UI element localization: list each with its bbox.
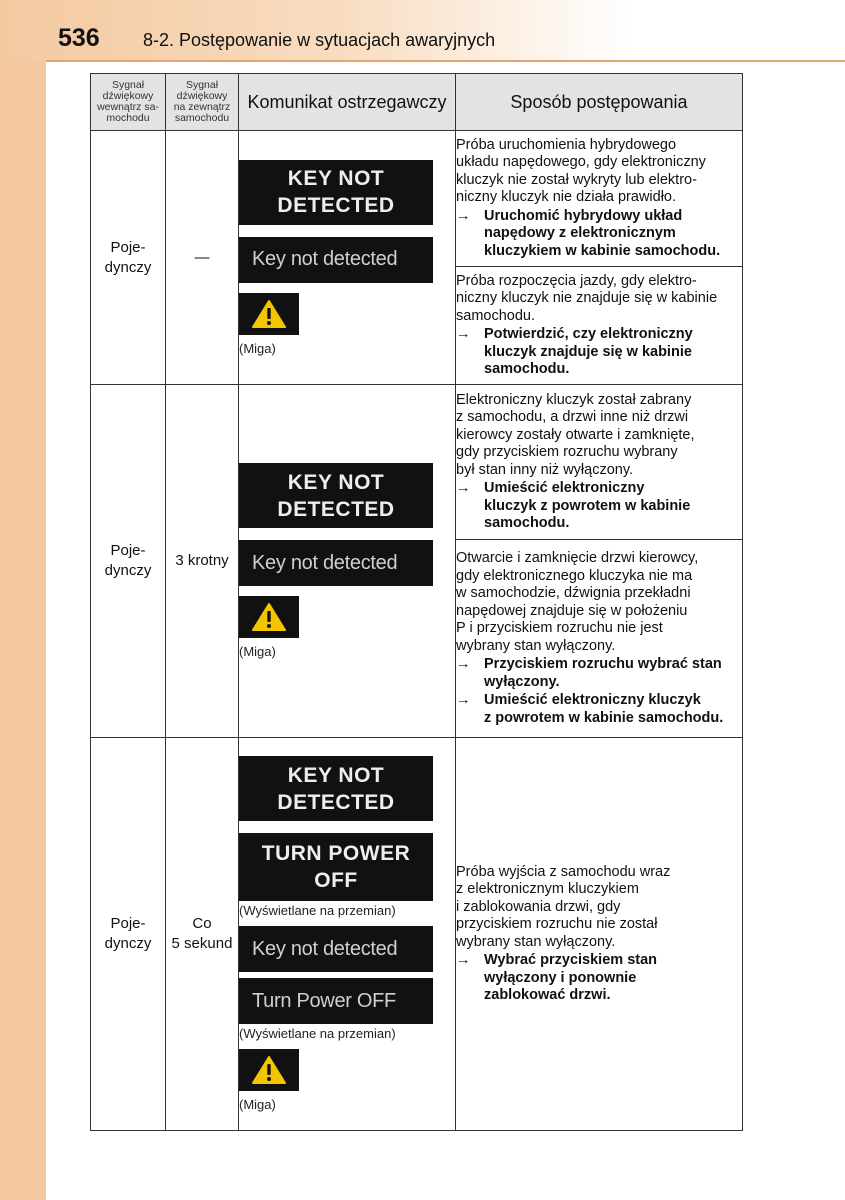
section-title: 8-2. Postępowanie w sytuacjach awaryjnych xyxy=(143,30,496,50)
blink-caption: (Miga) xyxy=(239,340,276,356)
column-header-inside-signal: Sygnał dźwiękowy wewnątrz sa- mochodu xyxy=(91,74,166,131)
procedure-step: → Umieścić elektroniczny kluczyk z powrotem w kabinie samochodu. xyxy=(456,480,691,531)
procedure-cell: Próba wyjścia z samochodu wraz z elektronicznym kluczykiem i zablokowania drzwi, gdy przyciskiem rozruchu nie został wybrany stan wyłączony. → Wybrać przyciskiem stan wyłączony i ponownie zablokować drzwi. xyxy=(456,738,743,1131)
side-color-band xyxy=(0,0,46,1200)
column-header-warning-message: Komunikat ostrzegawczy xyxy=(239,74,456,131)
table-row xyxy=(91,385,743,540)
outside-signal-cell: 3 krotny xyxy=(166,385,239,738)
arrow-icon: → xyxy=(456,207,471,224)
warning-triangle-icon xyxy=(251,299,287,329)
column-header-outside-signal: Sygnał dźwiękowy na zewnątrz samochodu xyxy=(166,74,239,131)
display-key-not-detected-block: KEY NOT DETECTED xyxy=(239,463,433,528)
warning-message-cell xyxy=(239,738,456,1131)
display-key-not-detected-line: Key not detected xyxy=(239,540,433,586)
inside-signal-cell: Poje- dynczy xyxy=(91,385,166,738)
warning-triangle-icon xyxy=(251,1055,287,1085)
display-key-not-detected-block: KEY NOT DETECTED xyxy=(239,756,433,821)
display-key-not-detected-block: KEY NOT DETECTED xyxy=(239,160,433,225)
arrow-icon: → xyxy=(456,326,471,342)
procedure-step: → Potwierdzić, czy elektroniczny kluczyk znajduje się w kabinie samochodu. xyxy=(456,326,693,377)
display-turn-power-off-block: TURN POWER OFF xyxy=(239,833,433,901)
arrow-icon: → xyxy=(456,656,471,672)
procedure-step: → Umieścić elektroniczny kluczyk z powrotem w kabinie samochodu. xyxy=(456,692,724,726)
outside-signal-cell: Co 5 sekund xyxy=(166,738,239,1131)
table-row xyxy=(91,131,743,267)
warning-indicator xyxy=(239,596,299,638)
display-key-not-detected-line: Key not detected xyxy=(239,926,433,972)
column-header-procedure: Sposób postępowania xyxy=(456,74,743,131)
procedure-cell: Otwarcie i zamknięcie drzwi kierowcy, gdy elektronicznego kluczyka nie ma w samochodzie, dźwignia przekładni napędowej znajduje się w położeniu P i przyciskiem rozruchu nie jest wybrany stan wyłączony. → Przyciskiem rozruchu wybrać stan wyłączony. → Umieścić elektroniczny kluczyk z powrotem w kabinie samochodu. xyxy=(456,540,743,738)
warning-message-cell xyxy=(239,131,456,385)
arrow-icon: → xyxy=(456,692,471,708)
procedure-step: → Wybrać przyciskiem stan wyłączony i ponownie zablokować drzwi. xyxy=(456,952,658,1003)
alternate-caption: (Wyświetlane na przemian) xyxy=(239,1026,396,1041)
table-header-row xyxy=(91,74,743,131)
warning-indicator xyxy=(239,1049,299,1091)
procedure-cell: Próba uruchomienia hybrydowego układu napędowego, gdy elektroniczny kluczyk nie został wykryty lub elektro- niczny kluczyk nie działa prawidło. → Uruchomić hybrydowy układ napędowy z elektronicznym kluczykiem w kabinie samochodu. xyxy=(456,131,743,267)
header-rule xyxy=(46,60,845,62)
arrow-icon: → xyxy=(456,480,471,496)
procedure-cell: Próba rozpoczęcia jazdy, gdy elektro- niczny kluczyk nie znajduje się w kabinie samochodu. → Potwierdzić, czy elektroniczny kluczyk znajduje się w kabinie samochodu. xyxy=(456,267,743,385)
procedure-step: → Uruchomić hybrydowy układ napędowy z elektronicznym kluczykiem w kabinie samochodu. xyxy=(456,207,721,259)
blink-caption: (Miga) xyxy=(239,644,276,659)
display-turn-power-off-line: Turn Power OFF xyxy=(239,978,433,1024)
table-row xyxy=(91,738,743,1131)
warning-message-cell xyxy=(239,385,456,738)
procedure-step: → Przyciskiem rozruchu wybrać stan wyłączony. xyxy=(456,656,722,690)
inside-signal-cell: Poje- dynczy xyxy=(91,738,166,1131)
outside-signal-cell: — xyxy=(166,131,239,385)
display-key-not-detected-line: Key not detected xyxy=(239,237,433,283)
warning-table xyxy=(90,73,743,1131)
arrow-icon: → xyxy=(456,952,471,968)
warning-indicator xyxy=(239,293,299,335)
page-number: 536 xyxy=(58,24,100,52)
warning-triangle-icon xyxy=(251,602,287,632)
alternate-caption: (Wyświetlane na przemian) xyxy=(239,903,396,918)
inside-signal-cell: Poje- dynczy xyxy=(91,131,166,385)
procedure-cell: Elektroniczny kluczyk został zabrany z samochodu, a drzwi inne niż drzwi kierowcy zostały otwarte i zamknięte, gdy przyciskiem rozruchu wybrany był stan inny niż wyłączony. → Umieścić elektroniczny kluczyk z powrotem w kabinie samochodu. xyxy=(456,385,743,540)
blink-caption: (Miga) xyxy=(239,1097,276,1112)
